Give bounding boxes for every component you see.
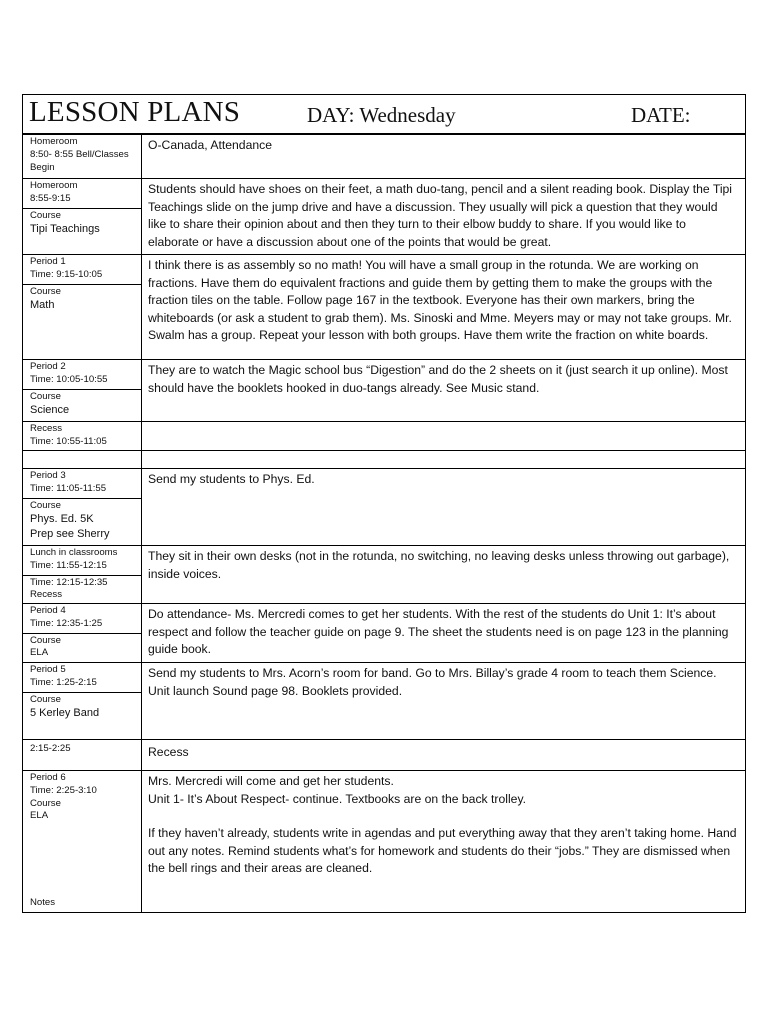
course-label: Course (30, 209, 61, 221)
period-time: 8:50- 8:55 Bell/Classes (30, 148, 129, 160)
table-row-period-6 (23, 771, 746, 913)
date-label: DATE: (631, 103, 691, 127)
course-name: ELA (30, 810, 49, 822)
plan-cell (142, 740, 746, 771)
time-cell (23, 469, 142, 546)
table-row-period-2 (23, 360, 746, 422)
time-cell (23, 604, 142, 663)
table-row-period-4 (23, 604, 746, 663)
course-label: Course (30, 390, 61, 402)
course-name: 5 Kerley Band (30, 707, 100, 720)
time-cell (23, 663, 142, 740)
table-row-period-1 (23, 255, 746, 360)
course-label: Course (30, 797, 61, 809)
course-name: ELA (30, 647, 49, 659)
plan-text: Send my students to Mrs. Acorn’s room for band. Go to Mrs. Billay’s grade 4 room to teach them Science. Unit launch Sound page 98. Booklets provided. (148, 666, 717, 698)
course-label: Course (30, 693, 61, 705)
plan-cell (142, 771, 746, 913)
plan-cell (142, 135, 746, 179)
period-time: Time: 11:55-12:15 (30, 559, 107, 571)
period-name: Period 3 (30, 470, 66, 481)
course-name: Science (30, 404, 70, 417)
period-time: 8:55-9:15 (30, 192, 71, 204)
table-row-recess (23, 422, 746, 451)
plan-text: If they haven’t already, students write in agendas and put everything away that they aren’t taking home. Hand out any notes. Remind students what’s for homework and students do their “jobs.” They are dismissed when the bell rings and their areas are cleaned. (148, 826, 737, 875)
period-time: Time: 1:25-2:15 (30, 676, 97, 688)
plan-text: Unit 1- It’s About Respect- continue. Textbooks are on the back trolley. (148, 791, 527, 806)
period-time: Time: 12:15-12:35 (30, 576, 108, 588)
period-time: 2:15-2:25 (30, 743, 71, 754)
lesson-plan-header (22, 94, 746, 134)
period-name: Period 6 (30, 772, 66, 783)
plan-text: O-Canada, Attendance (148, 138, 272, 152)
plan-cell (142, 255, 746, 360)
period-time: Time: 9:15-10:05 (30, 268, 103, 280)
course-label: Course (30, 499, 61, 511)
plan-cell (142, 179, 746, 255)
plan-cell (142, 546, 746, 604)
plan-cell (142, 451, 746, 469)
time-cell (23, 546, 142, 604)
period-note: Recess (30, 589, 62, 601)
plan-cell (142, 469, 746, 546)
time-cell (23, 360, 142, 422)
day-label: DAY: Wednesday (307, 103, 456, 127)
time-cell (23, 135, 142, 179)
plan-text: Students should have shoes on their feet, a math duo-tang, pencil and a silent reading book. Display the Tipi Teachings slide on the jump drive and have a discussion. They usually will pick a question that they would like to share their opinion about and then they turn to their elbow buddy to share. If you would like to elaborate or have a discussion about one of the points that would be great. (148, 182, 733, 249)
period-name: Lunch in classrooms (30, 547, 118, 558)
time-cell (23, 771, 142, 913)
plan-text: I think there is as assembly so no math! You will have a small group in the rotunda. We are working on fractions. Have them do equivalent fractions and guide them by getting them to make the groups with the fraction tiles on the table. Follow page 167 in the textbook. Everyone has their own markers, bring the whiteboards (or ask a student to grab them). Ms. Sinoski and Mme. Meyers may or may not take groups. Mr. Swalm has a group. Repeat your lesson with both groups. Have them write the fraction on white boards. (148, 258, 732, 342)
period-time: Time: 2:25-3:10 (30, 784, 97, 796)
table-row-afternoon-recess (23, 740, 746, 771)
period-name: Homeroom (30, 180, 78, 191)
plan-text: Mrs. Mercredi will come and get her students. (148, 774, 394, 788)
plan-text: Do attendance- Ms. Mercredi comes to get her students. With the rest of the students do Unit 1: It’s about respect and follow the teacher guide on page 9. The sheet the students need is on page 123 in the planning guide book. (148, 607, 729, 656)
course-label: Course (30, 634, 61, 646)
time-cell (23, 740, 142, 771)
period-name: Period 2 (30, 361, 66, 372)
table-row-homeroom-begin (23, 135, 746, 179)
plan-cell (142, 663, 746, 740)
period-name: Homeroom (30, 136, 78, 147)
plan-cell (142, 360, 746, 422)
notes-label: Notes (30, 897, 56, 909)
period-name: Recess (30, 423, 62, 434)
lesson-plan-sheet (22, 94, 746, 913)
period-name: Period 4 (30, 605, 66, 616)
course-name: Phys. Ed. 5K (30, 513, 94, 526)
plan-text: Send my students to Phys. Ed. (148, 472, 315, 486)
time-cell (23, 422, 142, 451)
course-name: Tipi Teachings (30, 223, 100, 236)
table-row-period-3 (23, 469, 746, 546)
table-row-period-5 (23, 663, 746, 740)
period-note: Begin (30, 161, 55, 173)
period-time: Time: 12:35-1:25 (30, 617, 103, 629)
period-name: Period 1 (30, 256, 66, 267)
time-cell (23, 451, 142, 469)
period-time: Time: 10:05-10:55 (30, 373, 108, 385)
plan-text: Recess (148, 745, 189, 759)
table-row-lunch (23, 546, 746, 604)
time-cell (23, 179, 142, 255)
course-note: Prep see Sherry (30, 528, 110, 541)
plan-cell (142, 422, 746, 451)
course-name: Math (30, 299, 55, 312)
time-cell (23, 255, 142, 360)
schedule-table (22, 134, 746, 913)
period-time: Time: 10:55-11:05 (30, 435, 107, 447)
period-name: Period 5 (30, 664, 66, 675)
plan-cell (142, 604, 746, 663)
table-row-homeroom-tipi (23, 179, 746, 255)
course-label: Course (30, 285, 61, 297)
period-time: Time: 11:05-11:55 (30, 482, 107, 494)
plan-text: They are to watch the Magic school bus “Digestion” and do the 2 sheets on it (just search it up online). Most should have the booklets hooked in duo-tangs already. See Music stand. (148, 363, 728, 395)
page-title: LESSON PLANS (29, 96, 241, 128)
plan-text: They sit in their own desks (not in the rotunda, no switching, no leaving desks unless throwing out garbage), inside voices. (148, 549, 730, 581)
table-row-blank (23, 451, 746, 469)
